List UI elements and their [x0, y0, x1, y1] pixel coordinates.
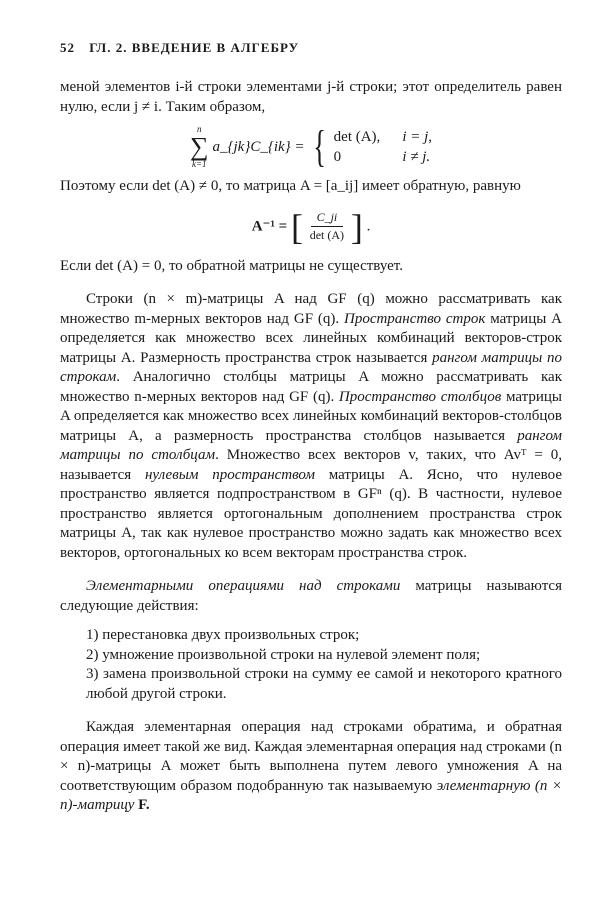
page-header: [60, 40, 562, 56]
list-item: 3) замена произвольной строки на сумму ее самой и некоторого кратного любой другой строки.: [86, 666, 562, 702]
text-run: матрицы A определяется как множество всех линейных комбинаций векторов-строк матрицы A. Размерность пространства строк называется: [60, 310, 562, 366]
term-elementary-ops: Элементарными операциями над строками: [86, 578, 401, 594]
paragraph-invertible: [60, 718, 562, 816]
text-run: матрицы A определяется как множество всех линейных комбинаций векторов-столбцов матрицы A, а размерность пространства столбцов называется: [60, 388, 563, 444]
term-column-space: Пространство столбцов: [338, 388, 502, 405]
term-row-rank: рангом матрицы по строкам: [60, 349, 562, 385]
fraction-denominator: det (A): [309, 228, 345, 242]
paragraph-no-inverse: Если det (A) = 0, то обратной матрицы не существует.: [60, 257, 403, 274]
text-run: . Множество всех векторов v, таких, что Avᵀ = 0, называется: [60, 447, 562, 483]
text-run: матрицы A. Ясно, что нулевое пространство является подпространством в GFⁿ (q). В частности, нулевое пространство является ортогональным дополнением пространства строк матрицы A, так как нулевое пространство можно задать как множество всех векторов, ортогональных ко всем векторам пространства строк.: [60, 466, 562, 561]
cases-block: [334, 129, 432, 166]
inverse-tail: .: [366, 217, 371, 234]
sigma-symbol: n ∑ k=1: [189, 124, 209, 169]
paragraph-inverse: Поэтому если det (A) ≠ 0, то матрица A = [a_ij] имеет обратную, равную: [60, 178, 521, 194]
sum-formula: [60, 122, 562, 171]
paragraph-row-space: [60, 290, 562, 563]
list-item: 1) перестановка двух произвольных строк;: [86, 627, 360, 643]
inverse-formula: [60, 206, 562, 247]
inverse-lhs: A⁻¹ =: [251, 217, 288, 234]
term-row-space: Пространство строк: [343, 310, 486, 327]
running-title: ГЛ. 2. ВВЕДЕНИЕ В АЛГЕБРУ: [89, 40, 300, 55]
term-column-rank: рангом матрицы по столбцам: [60, 427, 562, 463]
text-run: Строки (n × m)-матрицы A над GF (q) можно рассматривать как множество m-мерных векторов над GF (q).: [60, 291, 562, 327]
case1-value: det (A),: [333, 128, 381, 145]
left-bracket: [: [290, 206, 303, 247]
book-page: [60, 40, 562, 816]
case2-value: 0: [333, 148, 342, 165]
summand: a_{jk}C_{ik} =: [212, 138, 305, 155]
text-run: F.: [134, 797, 150, 813]
inverse-fraction: [310, 210, 344, 243]
sum-upper-limit: n: [196, 124, 202, 134]
page-number: 52: [60, 40, 75, 55]
case2-condition: i ≠ j.: [402, 148, 431, 165]
left-brace: {: [312, 122, 326, 171]
text-run: . Аналогично столбцы матрицы A можно рассматривать как множество n-мерных векторов над GF (q).: [60, 369, 562, 405]
right-bracket: ]: [350, 206, 363, 247]
term-null-space: нулевым пространством: [144, 466, 315, 483]
paragraph-elementary-ops: [60, 577, 562, 616]
sum-lower-limit: k=1: [191, 159, 207, 169]
text-run: матрицы называются следующие действия:: [60, 578, 562, 614]
term-elementary-matrix: элементарную (n × n)-матрицу: [60, 777, 562, 813]
list-item: 2) умножение произвольной строки на нулевой элемент поля;: [86, 646, 481, 663]
fraction-numerator: C_ji: [311, 210, 344, 227]
text-run: Каждая элементарная операция над строками обратима, и обратная операция имеет такой же вид. Каждая элементарная операция над строками (n × n)-матрицы A может быть выполнена путем левого умножения A на соответствующим образом подобранную так называемую: [60, 719, 562, 794]
paragraph-intro: меной элементов i-й строки элементами j-й строки; этот определитель равен нулю, если j ≠ i. Таким образом,: [60, 79, 562, 115]
case1-condition: i = j,: [402, 128, 433, 145]
